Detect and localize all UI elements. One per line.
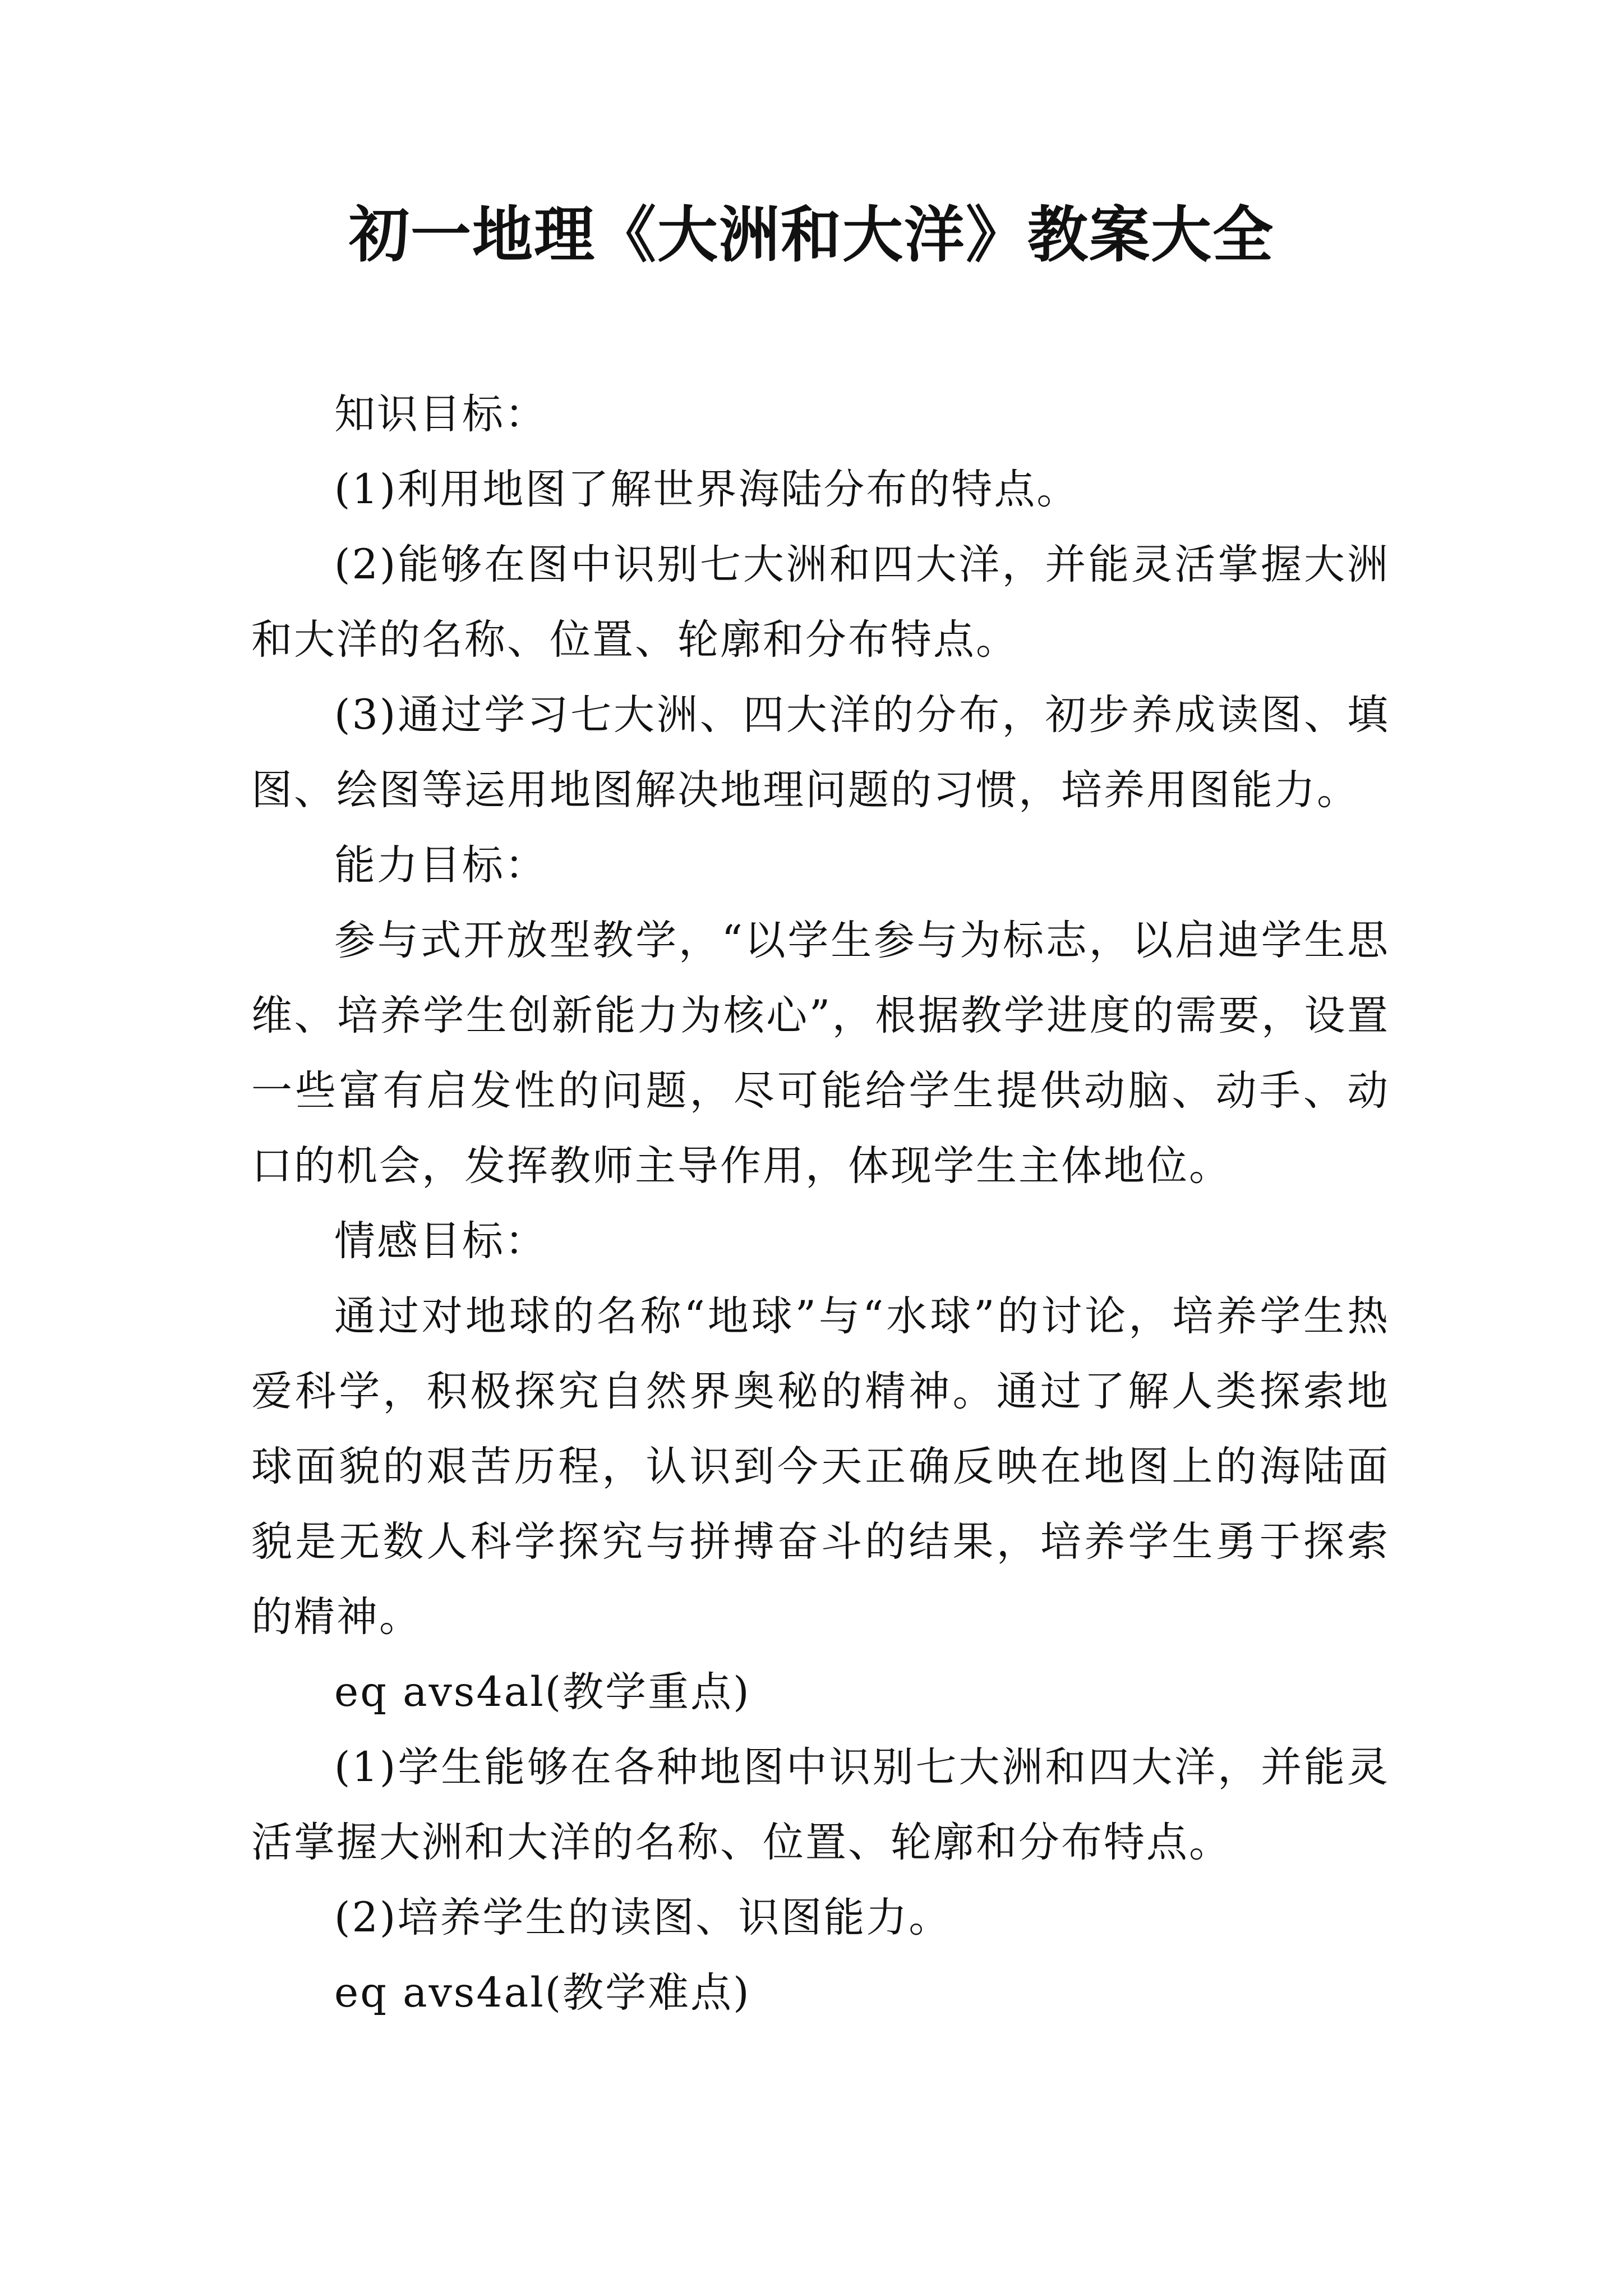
paragraph: (2)培养学生的读图、识图能力。	[334, 1894, 952, 1941]
paragraph: 通过对地球的名称“地球”与“水球”的讨论，培养学生热爱科学，积极探究自然界奥秘的精神。通过了解人类探索地球面貌的艰苦历程，认识到今天正确反映在地图上的海陆面貌是无数人科学探究与拼搏奋斗的结果，培养学生勇于探索的精神。	[251, 1292, 1390, 1641]
section-heading-emotional-goals: 情感目标：	[334, 1217, 547, 1265]
paragraph: (3)通过学习七大洲、四大洋的分布，初步养成读图、填图、绘图等运用地图解决地理问题的习惯，培养用图能力。	[251, 691, 1390, 814]
paragraph: 参与式开放型教学，“以学生参与为标志，以启迪学生思维、培养学生创新能力为核心”，根据教学进度的需要，设置一些富有启发性的问题，尽可能给学生提供动脑、动手、动口的机会，发挥教师主导作用，体现学生主体地位。	[251, 917, 1390, 1190]
section-heading-knowledge-goals: 知识目标：	[334, 390, 547, 438]
section-heading-teaching-focus: eq avs4al(教学重点)	[334, 1668, 751, 1716]
paragraph: (1)学生能够在各种地图中识别七大洲和四大洋，并能灵活掌握大洲和大洋的名称、位置、轮廓和分布特点。	[251, 1743, 1390, 1866]
section-heading-teaching-difficulty: eq avs4al(教学难点)	[334, 1969, 751, 2017]
paragraph: (1)利用地图了解世界海陆分布的特点。	[334, 466, 1080, 513]
document-body	[251, 377, 1390, 2031]
document-title: 初一地理《大洲和大洋》教案大全	[348, 200, 1274, 270]
paragraph: (2)能够在图中识别七大洲和四大洋，并能灵活掌握大洲和大洋的名称、位置、轮廓和分布特点。	[251, 541, 1390, 664]
section-heading-ability-goals: 能力目标：	[334, 841, 547, 889]
